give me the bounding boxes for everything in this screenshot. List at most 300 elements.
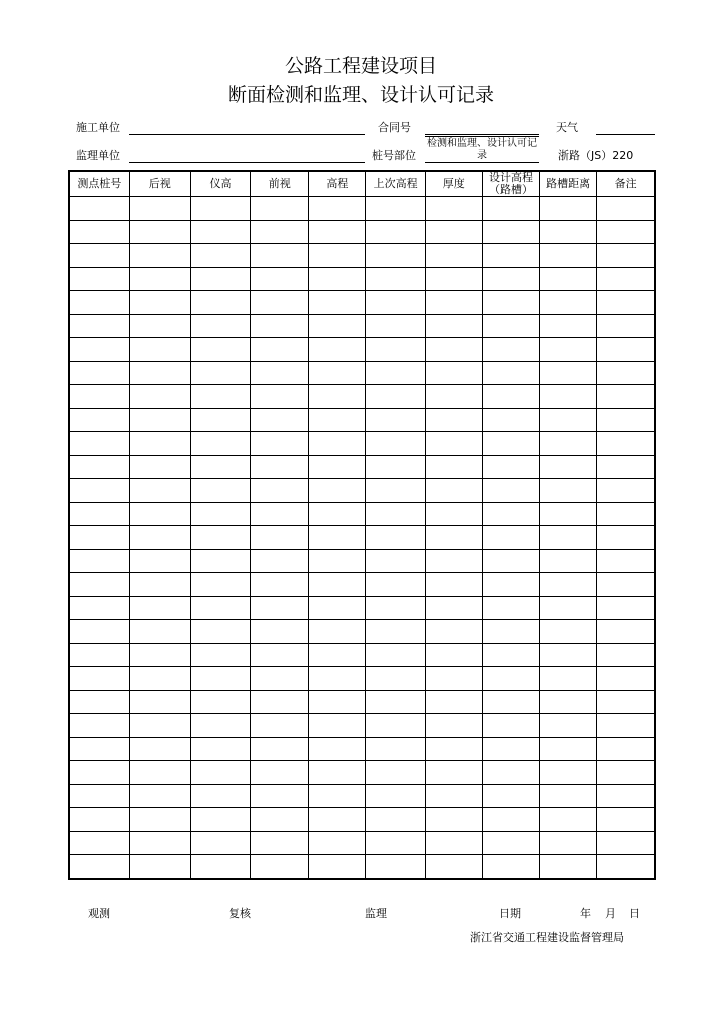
table-cell[interactable] [69, 855, 129, 879]
table-cell[interactable] [309, 784, 366, 808]
table-cell[interactable] [597, 784, 655, 808]
table-cell[interactable] [540, 220, 597, 244]
table-cell[interactable] [190, 761, 250, 785]
table-cell[interactable] [129, 573, 190, 597]
table-cell[interactable] [425, 573, 482, 597]
table-cell[interactable] [129, 549, 190, 573]
table-cell[interactable] [129, 267, 190, 291]
table-cell[interactable] [482, 267, 539, 291]
table-cell[interactable] [69, 267, 129, 291]
table-cell[interactable] [69, 408, 129, 432]
table-cell[interactable] [425, 784, 482, 808]
table-cell[interactable] [366, 244, 425, 268]
table-cell[interactable] [540, 455, 597, 479]
table-cell[interactable] [251, 831, 309, 855]
table-cell[interactable] [251, 502, 309, 526]
table-cell[interactable] [540, 643, 597, 667]
table-cell[interactable] [540, 831, 597, 855]
table-cell[interactable] [190, 643, 250, 667]
table-cell[interactable] [597, 197, 655, 221]
table-cell[interactable] [190, 267, 250, 291]
table-cell[interactable] [251, 432, 309, 456]
table-cell[interactable] [366, 596, 425, 620]
table-cell[interactable] [597, 690, 655, 714]
table-cell[interactable] [190, 690, 250, 714]
table-cell[interactable] [366, 314, 425, 338]
table-cell[interactable] [190, 291, 250, 315]
table-cell[interactable] [69, 737, 129, 761]
table-cell[interactable] [482, 338, 539, 362]
table-cell[interactable] [251, 667, 309, 691]
table-cell[interactable] [597, 855, 655, 879]
table-cell[interactable] [251, 573, 309, 597]
table-cell[interactable] [69, 361, 129, 385]
table-cell[interactable] [597, 502, 655, 526]
table-cell[interactable] [309, 737, 366, 761]
table-cell[interactable] [309, 620, 366, 644]
table-cell[interactable] [129, 643, 190, 667]
table-cell[interactable] [597, 831, 655, 855]
table-cell[interactable] [540, 526, 597, 550]
table-cell[interactable] [251, 455, 309, 479]
table-cell[interactable] [540, 761, 597, 785]
table-cell[interactable] [540, 244, 597, 268]
table-cell[interactable] [309, 432, 366, 456]
table-cell[interactable] [597, 338, 655, 362]
table-cell[interactable] [69, 831, 129, 855]
contract-no-field[interactable] [425, 134, 539, 135]
table-cell[interactable] [309, 808, 366, 832]
table-cell[interactable] [540, 737, 597, 761]
table-cell[interactable] [366, 479, 425, 503]
table-cell[interactable] [540, 197, 597, 221]
table-cell[interactable] [251, 690, 309, 714]
table-cell[interactable] [425, 667, 482, 691]
table-cell[interactable] [129, 291, 190, 315]
table-cell[interactable] [69, 502, 129, 526]
table-cell[interactable] [366, 643, 425, 667]
table-cell[interactable] [309, 220, 366, 244]
table-cell[interactable] [366, 690, 425, 714]
table-cell[interactable] [129, 385, 190, 409]
table-cell[interactable] [129, 855, 190, 879]
table-cell[interactable] [597, 714, 655, 738]
table-cell[interactable] [366, 220, 425, 244]
table-cell[interactable] [482, 526, 539, 550]
table-cell[interactable] [129, 361, 190, 385]
table-cell[interactable] [129, 244, 190, 268]
table-cell[interactable] [366, 338, 425, 362]
table-cell[interactable] [366, 385, 425, 409]
table-cell[interactable] [309, 291, 366, 315]
table-cell[interactable] [540, 690, 597, 714]
table-cell[interactable] [597, 526, 655, 550]
table-cell[interactable] [597, 432, 655, 456]
table-cell[interactable] [69, 385, 129, 409]
table-cell[interactable] [597, 643, 655, 667]
table-cell[interactable] [366, 549, 425, 573]
table-cell[interactable] [366, 361, 425, 385]
contractor-field[interactable] [129, 134, 365, 135]
table-cell[interactable] [597, 573, 655, 597]
table-cell[interactable] [425, 314, 482, 338]
table-cell[interactable] [251, 197, 309, 221]
table-cell[interactable] [540, 502, 597, 526]
table-cell[interactable] [251, 526, 309, 550]
table-cell[interactable] [129, 714, 190, 738]
table-row [69, 338, 655, 362]
table-cell[interactable] [425, 596, 482, 620]
table-cell[interactable] [251, 314, 309, 338]
table-cell[interactable] [482, 667, 539, 691]
table-cell[interactable] [540, 361, 597, 385]
table-cell[interactable] [251, 220, 309, 244]
table-cell[interactable] [251, 596, 309, 620]
table-cell[interactable] [190, 620, 250, 644]
table-cell[interactable] [309, 643, 366, 667]
table-cell[interactable] [251, 808, 309, 832]
table-cell[interactable] [190, 197, 250, 221]
table-cell[interactable] [482, 831, 539, 855]
table-cell[interactable] [597, 314, 655, 338]
table-cell[interactable] [309, 596, 366, 620]
table-cell[interactable] [425, 479, 482, 503]
table-cell[interactable] [129, 784, 190, 808]
table-cell[interactable] [69, 291, 129, 315]
table-cell[interactable] [309, 761, 366, 785]
table-cell[interactable] [69, 596, 129, 620]
table-cell[interactable] [597, 549, 655, 573]
table-cell[interactable] [425, 714, 482, 738]
table-cell[interactable] [425, 267, 482, 291]
table-header-row [69, 171, 655, 197]
table-cell[interactable] [366, 526, 425, 550]
table-cell[interactable] [69, 714, 129, 738]
table-cell[interactable] [425, 737, 482, 761]
table-cell[interactable] [540, 291, 597, 315]
table-cell[interactable] [190, 573, 250, 597]
table-cell[interactable] [251, 361, 309, 385]
table-cell[interactable] [309, 244, 366, 268]
table-cell[interactable] [190, 432, 250, 456]
table-cell[interactable] [69, 338, 129, 362]
table-cell[interactable] [540, 620, 597, 644]
table-row [69, 549, 655, 573]
table-cell[interactable] [190, 385, 250, 409]
table-cell[interactable] [69, 690, 129, 714]
table-cell[interactable] [309, 197, 366, 221]
table-cell[interactable] [482, 408, 539, 432]
table-cell[interactable] [309, 714, 366, 738]
table-cell[interactable] [251, 761, 309, 785]
table-cell[interactable] [129, 690, 190, 714]
table-cell[interactable] [190, 479, 250, 503]
table-cell[interactable] [482, 314, 539, 338]
table-cell[interactable] [190, 784, 250, 808]
table-cell[interactable] [309, 502, 366, 526]
table-cell[interactable] [540, 714, 597, 738]
table-cell[interactable] [597, 667, 655, 691]
table-cell[interactable] [251, 784, 309, 808]
table-cell[interactable] [482, 714, 539, 738]
table-cell[interactable] [597, 408, 655, 432]
table-cell[interactable] [251, 855, 309, 879]
table-cell[interactable] [482, 784, 539, 808]
stake-field[interactable] [425, 162, 539, 163]
table-cell[interactable] [309, 455, 366, 479]
table-cell[interactable] [482, 690, 539, 714]
supervisor-field[interactable] [129, 162, 365, 163]
table-cell[interactable] [69, 643, 129, 667]
table-cell[interactable] [129, 197, 190, 221]
table-cell[interactable] [540, 314, 597, 338]
table-cell[interactable] [482, 244, 539, 268]
table-cell[interactable] [425, 197, 482, 221]
table-cell[interactable] [129, 831, 190, 855]
table-cell[interactable] [190, 667, 250, 691]
table-cell[interactable] [425, 690, 482, 714]
table-cell[interactable] [309, 690, 366, 714]
table-cell[interactable] [129, 432, 190, 456]
table-cell[interactable] [251, 338, 309, 362]
table-cell[interactable] [366, 197, 425, 221]
table-cell[interactable] [190, 737, 250, 761]
table-cell[interactable] [597, 385, 655, 409]
table-cell[interactable] [190, 549, 250, 573]
table-cell[interactable] [190, 502, 250, 526]
table-cell[interactable] [69, 808, 129, 832]
table-cell[interactable] [482, 808, 539, 832]
table-cell[interactable] [425, 291, 482, 315]
table-cell[interactable] [425, 432, 482, 456]
table-cell[interactable] [425, 220, 482, 244]
table-cell[interactable] [129, 455, 190, 479]
table-cell[interactable] [425, 549, 482, 573]
table-cell[interactable] [425, 361, 482, 385]
table-cell[interactable] [69, 220, 129, 244]
table-cell[interactable] [69, 667, 129, 691]
table-cell[interactable] [69, 432, 129, 456]
table-cell[interactable] [251, 643, 309, 667]
table-cell[interactable] [309, 338, 366, 362]
table-cell[interactable] [69, 455, 129, 479]
table-cell[interactable] [540, 784, 597, 808]
table-cell[interactable] [597, 220, 655, 244]
table-cell[interactable] [482, 643, 539, 667]
table-cell[interactable] [482, 479, 539, 503]
table-cell[interactable] [597, 479, 655, 503]
table-cell[interactable] [540, 855, 597, 879]
table-cell[interactable] [366, 761, 425, 785]
table-cell[interactable] [251, 620, 309, 644]
table-cell[interactable] [309, 831, 366, 855]
table-cell[interactable] [190, 314, 250, 338]
table-cell[interactable] [190, 526, 250, 550]
table-cell[interactable] [190, 338, 250, 362]
table-cell[interactable] [540, 432, 597, 456]
table-cell[interactable] [425, 831, 482, 855]
table-cell[interactable] [597, 761, 655, 785]
table-cell[interactable] [366, 455, 425, 479]
table-cell[interactable] [251, 385, 309, 409]
table-cell[interactable] [425, 385, 482, 409]
table-cell[interactable] [251, 291, 309, 315]
contractor-label: 施工单位 [76, 121, 120, 134]
table-cell[interactable] [366, 267, 425, 291]
table-cell[interactable] [69, 761, 129, 785]
table-cell[interactable] [129, 408, 190, 432]
table-cell[interactable] [251, 479, 309, 503]
table-cell[interactable] [425, 244, 482, 268]
table-cell[interactable] [309, 314, 366, 338]
table-cell[interactable] [540, 549, 597, 573]
table-cell[interactable] [540, 667, 597, 691]
table-cell[interactable] [129, 526, 190, 550]
table-cell[interactable] [425, 502, 482, 526]
table-cell[interactable] [425, 855, 482, 879]
table-cell[interactable] [69, 620, 129, 644]
table-cell[interactable] [482, 573, 539, 597]
table-cell[interactable] [69, 479, 129, 503]
table-cell[interactable] [251, 549, 309, 573]
table-cell[interactable] [597, 808, 655, 832]
table-cell[interactable] [425, 643, 482, 667]
table-cell[interactable] [597, 361, 655, 385]
table-cell[interactable] [251, 737, 309, 761]
table-cell[interactable] [482, 596, 539, 620]
table-cell[interactable] [190, 596, 250, 620]
table-cell[interactable] [366, 667, 425, 691]
table-cell[interactable] [597, 267, 655, 291]
table-cell[interactable] [425, 526, 482, 550]
table-cell[interactable] [309, 385, 366, 409]
table-cell[interactable] [251, 244, 309, 268]
table-cell[interactable] [190, 455, 250, 479]
table-cell[interactable] [190, 714, 250, 738]
table-cell[interactable] [482, 620, 539, 644]
table-cell[interactable] [597, 737, 655, 761]
table-cell[interactable] [251, 408, 309, 432]
table-cell[interactable] [482, 291, 539, 315]
table-cell[interactable] [129, 596, 190, 620]
table-cell[interactable] [366, 855, 425, 879]
table-cell[interactable] [366, 620, 425, 644]
table-cell[interactable] [69, 314, 129, 338]
table-cell[interactable] [309, 361, 366, 385]
table-cell[interactable] [129, 808, 190, 832]
table-cell[interactable] [366, 432, 425, 456]
table-cell[interactable] [129, 761, 190, 785]
table-cell[interactable] [190, 831, 250, 855]
table-cell[interactable] [366, 737, 425, 761]
table-cell[interactable] [366, 784, 425, 808]
table-cell[interactable] [482, 761, 539, 785]
table-cell[interactable] [597, 455, 655, 479]
table-cell[interactable] [482, 855, 539, 879]
table-cell[interactable] [425, 620, 482, 644]
table-cell[interactable] [309, 267, 366, 291]
table-row [69, 432, 655, 456]
table-cell[interactable] [190, 855, 250, 879]
table-cell[interactable] [482, 197, 539, 221]
table-cell[interactable] [309, 526, 366, 550]
table-cell[interactable] [540, 338, 597, 362]
table-cell[interactable] [309, 573, 366, 597]
table-cell[interactable] [482, 549, 539, 573]
table-cell[interactable] [69, 244, 129, 268]
table-cell[interactable] [425, 338, 482, 362]
table-cell[interactable] [190, 361, 250, 385]
table-cell[interactable] [190, 408, 250, 432]
table-cell[interactable] [190, 220, 250, 244]
table-cell[interactable] [366, 808, 425, 832]
table-cell[interactable] [597, 291, 655, 315]
table-cell[interactable] [425, 808, 482, 832]
table-cell[interactable] [251, 267, 309, 291]
table-cell[interactable] [482, 361, 539, 385]
table-cell[interactable] [597, 620, 655, 644]
table-cell[interactable] [190, 244, 250, 268]
table-cell[interactable] [366, 291, 425, 315]
table-cell[interactable] [540, 596, 597, 620]
table-cell[interactable] [482, 432, 539, 456]
table-cell[interactable] [540, 808, 597, 832]
table-cell[interactable] [129, 479, 190, 503]
table-cell[interactable] [425, 455, 482, 479]
table-cell[interactable] [366, 714, 425, 738]
table-cell[interactable] [482, 502, 539, 526]
table-cell[interactable] [366, 831, 425, 855]
table-cell[interactable] [129, 620, 190, 644]
table-cell[interactable] [129, 667, 190, 691]
table-cell[interactable] [540, 573, 597, 597]
table-cell[interactable] [597, 596, 655, 620]
table-cell[interactable] [129, 737, 190, 761]
table-cell[interactable] [597, 244, 655, 268]
table-cell[interactable] [425, 408, 482, 432]
table-cell[interactable] [309, 549, 366, 573]
weather-field[interactable] [596, 134, 655, 135]
table-cell[interactable] [69, 197, 129, 221]
table-cell[interactable] [540, 267, 597, 291]
table-cell[interactable] [251, 714, 309, 738]
table-cell[interactable] [129, 502, 190, 526]
table-cell[interactable] [366, 502, 425, 526]
table-cell[interactable] [540, 385, 597, 409]
table-cell[interactable] [129, 314, 190, 338]
table-cell[interactable] [366, 408, 425, 432]
table-cell[interactable] [540, 479, 597, 503]
table-cell[interactable] [540, 408, 597, 432]
table-cell[interactable] [425, 761, 482, 785]
table-cell[interactable] [482, 385, 539, 409]
table-cell[interactable] [190, 808, 250, 832]
table-cell[interactable] [309, 667, 366, 691]
table-cell[interactable] [309, 408, 366, 432]
table-cell[interactable] [129, 338, 190, 362]
table-cell[interactable] [309, 855, 366, 879]
table-cell[interactable] [482, 737, 539, 761]
table-cell[interactable] [482, 220, 539, 244]
table-cell[interactable] [69, 573, 129, 597]
table-cell[interactable] [129, 220, 190, 244]
table-cell[interactable] [366, 573, 425, 597]
table-cell[interactable] [69, 784, 129, 808]
table-cell[interactable] [69, 526, 129, 550]
table-cell[interactable] [309, 479, 366, 503]
table-cell[interactable] [482, 455, 539, 479]
table-cell[interactable] [69, 549, 129, 573]
